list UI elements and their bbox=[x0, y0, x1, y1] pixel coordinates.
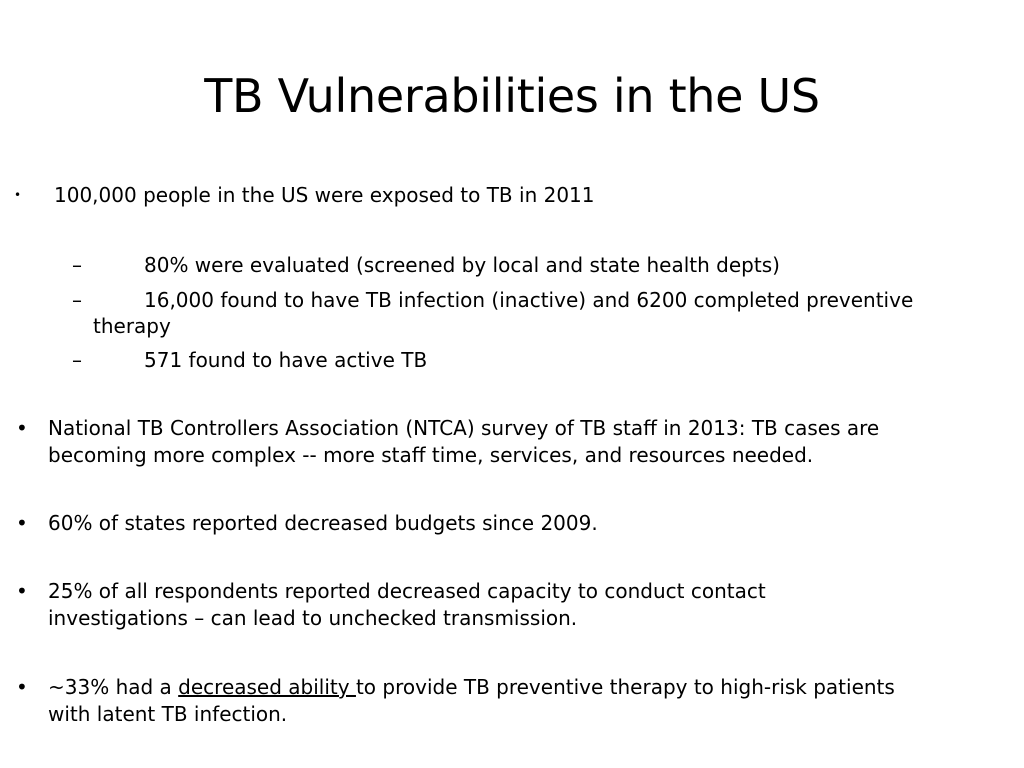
bullet-marker: • bbox=[16, 416, 28, 440]
dash-marker: – bbox=[72, 348, 82, 372]
bullet-marker: • bbox=[16, 579, 28, 603]
dash-marker: – bbox=[72, 253, 82, 277]
bullet-text-line1 bbox=[48, 674, 895, 701]
bullet-text-pre: ~33% had a bbox=[48, 675, 179, 699]
bullet-text-line2: becoming more complex -- more staff time, services, and resources needed. bbox=[48, 443, 814, 467]
bullet-text-line2: with latent TB infection. bbox=[48, 702, 288, 726]
bullet-text-line1: 25% of all respondents reported decreased capacity to conduct contact bbox=[48, 579, 766, 603]
sub-bullet-text-line1: 16,000 found to have TB infection (inactive) and 6200 completed preventive bbox=[144, 288, 914, 312]
bullet-text-line2: investigations – can lead to unchecked transmission. bbox=[48, 606, 578, 630]
underlined-phrase: decreased ability bbox=[178, 675, 356, 699]
bullet-marker: • bbox=[16, 675, 28, 699]
sub-bullet-text: 571 found to have active TB bbox=[144, 348, 428, 372]
slide-title: TB Vulnerabilities in the US bbox=[204, 69, 820, 123]
bullet-marker: • bbox=[16, 511, 28, 535]
bullet-text-post: to provide TB preventive therapy to high-risk patients bbox=[355, 675, 895, 699]
bullet-text-line1: National TB Controllers Association (NTCA) survey of TB staff in 2013: TB cases are bbox=[48, 416, 880, 440]
dash-marker: – bbox=[72, 288, 82, 312]
sub-bullet-text-line2: therapy bbox=[93, 314, 171, 338]
bullet-text: 60% of states reported decreased budgets since 2009. bbox=[48, 511, 598, 535]
bullet-text: 100,000 people in the US were exposed to TB in 2011 bbox=[54, 183, 595, 207]
bullet-marker: • bbox=[14, 188, 22, 202]
sub-bullet-text: 80% were evaluated (screened by local and state health depts) bbox=[144, 253, 780, 277]
